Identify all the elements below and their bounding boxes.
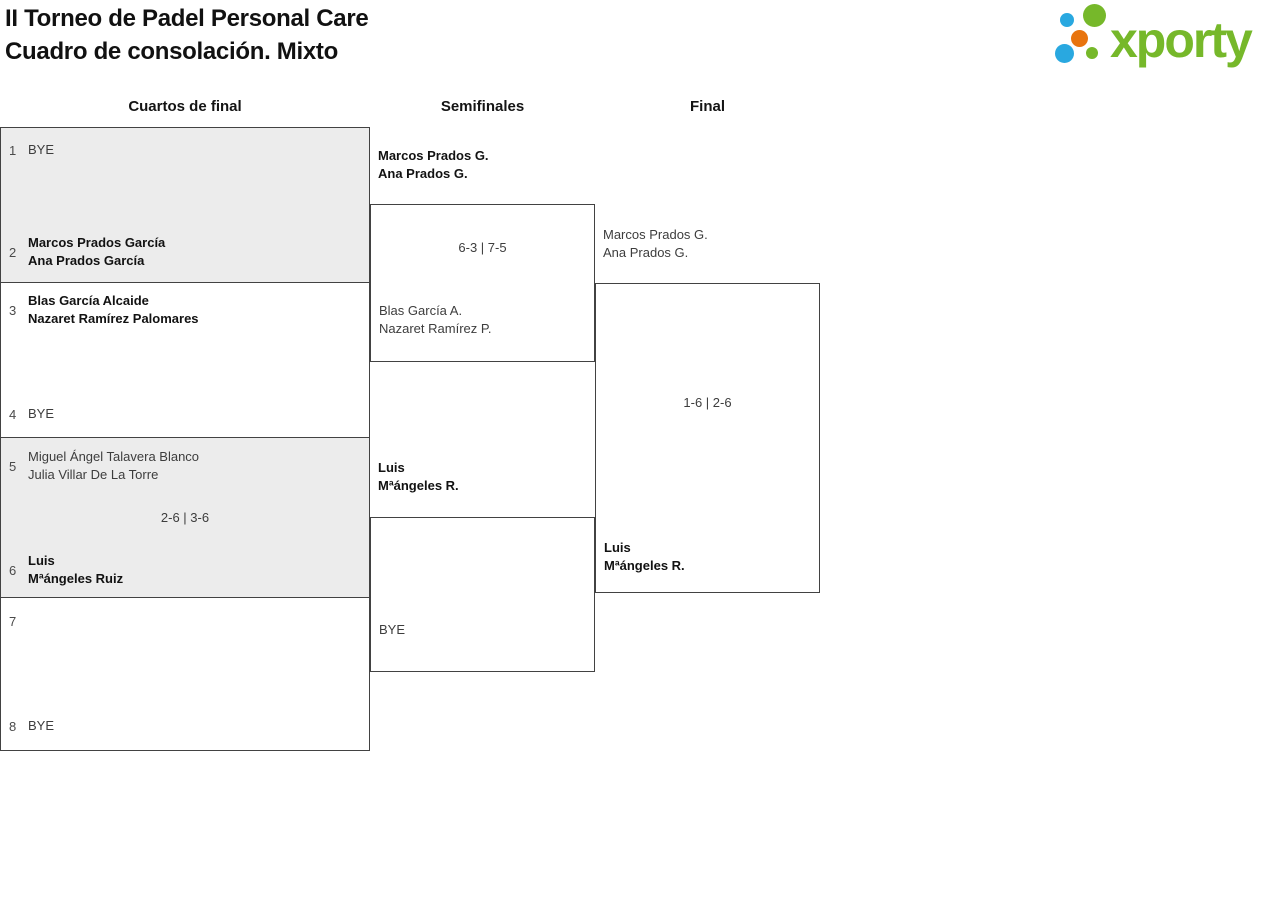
player-name: Miguel Ángel Talavera Blanco	[28, 449, 200, 464]
seed-number: 7	[9, 614, 17, 629]
seed-number: 6	[9, 562, 17, 578]
player-name: Blas García A.	[379, 303, 463, 318]
player-name: Luis	[604, 540, 631, 555]
round-header-semifinales: Semifinales	[440, 98, 525, 115]
pair-names	[28, 405, 54, 423]
match-box-qf4	[0, 597, 370, 751]
participant	[9, 717, 361, 735]
logo-dot-icon	[1083, 4, 1106, 27]
match-score: 2-6 | 3-6	[160, 509, 210, 525]
player-name: BYE	[28, 406, 55, 421]
player-name: Mªángeles Ruiz	[28, 571, 124, 586]
sf2-top-pair	[378, 459, 459, 495]
player-name: Luis	[378, 460, 405, 475]
pair-names	[28, 448, 199, 484]
seed-number: 1	[9, 142, 17, 158]
participant	[9, 552, 361, 588]
seed-number: 4	[9, 406, 17, 422]
page-title-line1: II Torneo de Padel Personal Care	[5, 5, 369, 32]
match-box-qf1	[0, 127, 370, 283]
player-name: BYE	[28, 142, 55, 157]
xporty-logo[interactable]	[1048, 0, 1276, 82]
player-name: Marcos Prados G.	[378, 148, 489, 163]
logo-dot-icon	[1071, 30, 1088, 47]
round-header-final: Final	[689, 98, 725, 115]
seed-number: 2	[9, 244, 17, 260]
player-name: Mªángeles R.	[378, 478, 459, 493]
logo-dot-icon	[1060, 13, 1074, 27]
logo-dot-icon	[1055, 44, 1074, 63]
seed-number: 3	[9, 302, 17, 318]
round-header-cuartos: Cuartos de final	[128, 98, 242, 115]
pair-names	[28, 292, 199, 328]
match-box-sf2	[370, 517, 595, 672]
pair-names	[28, 141, 54, 159]
participant	[9, 448, 361, 484]
player-name: BYE	[379, 622, 406, 637]
match-score: 1-6 | 2-6	[683, 395, 732, 410]
player-name: Ana Prados G.	[378, 166, 468, 181]
participant	[9, 292, 361, 328]
final-bottom-pair	[604, 539, 685, 575]
player-name: Blas García Alcaide	[28, 293, 149, 308]
player-name: Luis	[28, 553, 55, 568]
page-title	[5, 2, 368, 68]
player-name: Marcos Prados G.	[603, 227, 708, 242]
player-name: BYE	[28, 718, 55, 733]
player-name: Julia Villar De La Torre	[28, 467, 159, 482]
participant	[9, 141, 361, 159]
seed-number: 5	[9, 458, 17, 474]
pair-names	[28, 234, 165, 270]
player-name: Marcos Prados García	[28, 235, 166, 250]
participant	[9, 614, 361, 629]
match-box-final	[595, 283, 820, 593]
final-top-pair	[603, 226, 708, 262]
participant	[9, 234, 361, 270]
match-score: 6-3 | 7-5	[458, 240, 507, 255]
player-name: Mªángeles R.	[604, 558, 685, 573]
sf2-bottom-pair	[379, 621, 405, 639]
player-name: Nazaret Ramírez P.	[379, 321, 492, 336]
participant	[9, 405, 361, 423]
seed-number: 8	[9, 718, 17, 734]
logo-wordmark: xporty	[1110, 12, 1251, 68]
player-name: Nazaret Ramírez Palomares	[28, 311, 199, 326]
logo-dot-icon	[1086, 47, 1098, 59]
pair-names	[28, 717, 54, 735]
player-name: Ana Prados García	[28, 253, 145, 268]
page-title-line2: Cuadro de consolación. Mixto	[5, 38, 338, 65]
match-box-qf3	[0, 437, 370, 598]
match-box-sf1	[370, 204, 595, 362]
player-name: Ana Prados G.	[603, 245, 689, 260]
sf1-bottom-pair	[379, 302, 491, 338]
match-box-qf2	[0, 282, 370, 438]
sf1-top-pair	[378, 147, 489, 183]
pair-names	[28, 552, 123, 588]
